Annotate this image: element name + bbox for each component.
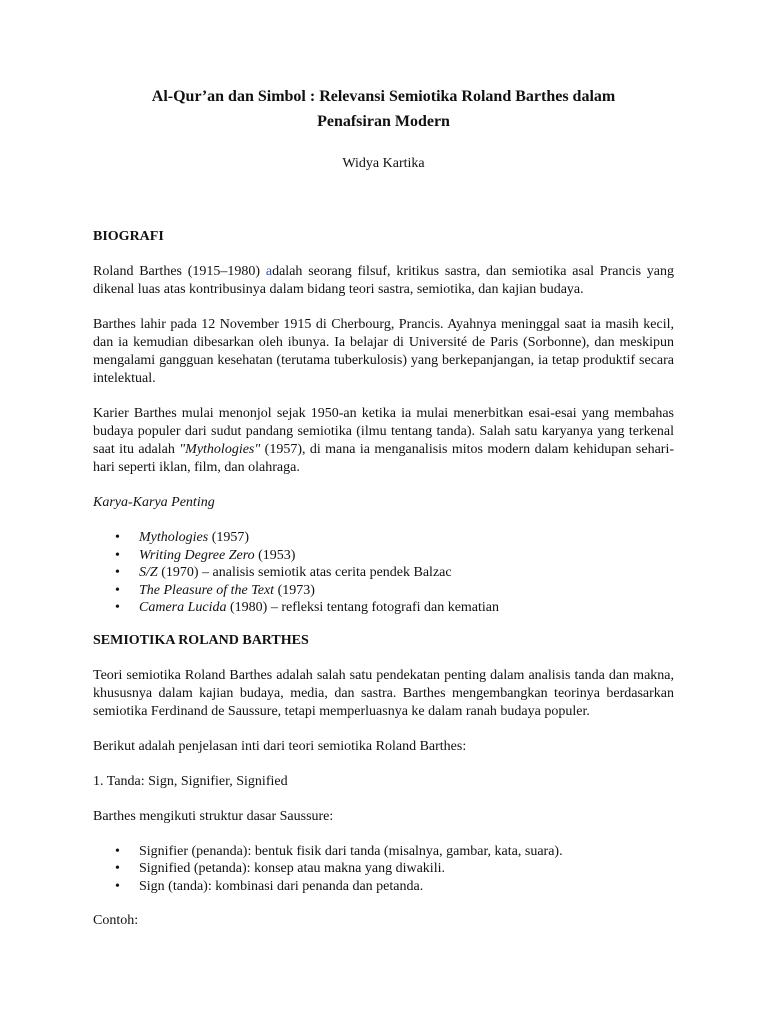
works-list-item: [93, 529, 674, 547]
document-page: [93, 84, 674, 930]
biografi-p3-start: Karier Barthes mulai menonjol sejak 1950-an ketika ia mulai menerbitkan esai-esai yang membahas budaya populer dari sudut pandang semiotika (ilmu tentang tanda). Salah satu karyanya yang terkenal saat itu adalah: [93, 406, 674, 457]
work-detail: (1953): [254, 547, 296, 563]
author-name: Widya Kartika: [342, 156, 425, 171]
work-title: Writing Degree Zero: [139, 547, 255, 563]
biografi-p1-rest: dalah seorang filsuf, kritikus sastra, dan semiotika asal Prancis yang dikenal luas atas kontribusinya dalam bidang teori sastra, semiotika, dan kajian budaya.: [93, 264, 675, 297]
section-heading-biografi: BIOGRAFI: [93, 229, 164, 244]
works-list-item: [93, 547, 674, 565]
semiotika-paragraph-3: Barthes mengikuti struktur dasar Saussure:: [93, 808, 334, 824]
title-line-1: Al-Qur’an dan Simbol : Relevansi Semiotika Roland Barthes dalam: [151, 88, 616, 105]
work-title: Camera Lucida: [139, 600, 227, 615]
works-list: [93, 529, 674, 617]
sign-list: [93, 843, 674, 896]
work-title: S/Z: [139, 565, 158, 580]
document-title: [93, 84, 674, 134]
sign-list-item: • Signified (petanda): konsep atau makna yang diwakili.: [93, 860, 674, 878]
work-detail: (1980) – refleksi tentang fotografi dan kematian: [226, 600, 500, 615]
biografi-paragraph-1: [93, 263, 674, 299]
work-title: Mythologies: [139, 530, 209, 545]
biografi-p1-accent: a: [265, 264, 273, 279]
semiotika-paragraph-2: Berikut adalah penjelasan inti dari teori semiotika Roland Barthes:: [93, 738, 467, 754]
works-list-item: [93, 582, 674, 600]
works-list-item: [93, 599, 674, 617]
work-detail: (1970) – analisis semiotik atas cerita pendek Balzac: [157, 565, 452, 580]
semiotika-paragraph-contoh: Contoh:: [93, 913, 139, 928]
work-detail: (1957): [208, 530, 250, 545]
biografi-paragraph-3: [93, 405, 674, 477]
title-line-2: Penafsiran Modern: [317, 113, 450, 130]
semiotika-paragraph-1: Teori semiotika Roland Barthes adalah salah satu pendekatan penting dalam analisis tanda dan makna, khususnya dalam kajian budaya, media, dan sastra. Barthes mengembangkan teorinya berdasarkan semiotika Ferdinand de Saussure, tetapi memperluasnya ke dalam ranah budaya populer.: [93, 667, 674, 719]
works-subheading: Karya-Karya Penting: [93, 495, 215, 510]
biografi-p3-end: (1957), di mana ia menganalisis mitos modern dalam kehidupan sehari-hari seperti iklan, film, dan olahraga.: [93, 442, 674, 475]
biografi-p1-start: Roland Barthes (1915–1980): [93, 264, 266, 279]
biografi-p3-italic: "Mythologies": [179, 442, 261, 457]
biografi-paragraph-2: Barthes lahir pada 12 November 1915 di Cherbourg, Prancis. Ayahnya meninggal saat ia masih kecil, dan ia kemudian dibesarkan oleh ibunya. Ia belajar di Université de Paris (Sorbonne), dan meskipun mengalami gangguan kesehatan (terutama tuberkulosis) yang berkepanjangan, ia tetap produktif secara intelektual.: [93, 317, 674, 386]
sign-list-item: • Signifier (penanda): bentuk fisik dari tanda (misalnya, gambar, kata, suara).: [93, 843, 674, 861]
semiotika-subheading-tanda: 1. Tanda: Sign, Signifier, Signified: [93, 773, 288, 789]
section-heading-semiotika: SEMIOTIKA ROLAND BARTHES: [93, 632, 309, 648]
sign-list-item: • Sign (tanda): kombinasi dari penanda dan petanda.: [93, 878, 674, 896]
works-list-item: [93, 564, 674, 582]
work-detail: (1973): [274, 582, 315, 598]
work-title: The Pleasure of the Text: [139, 582, 275, 598]
